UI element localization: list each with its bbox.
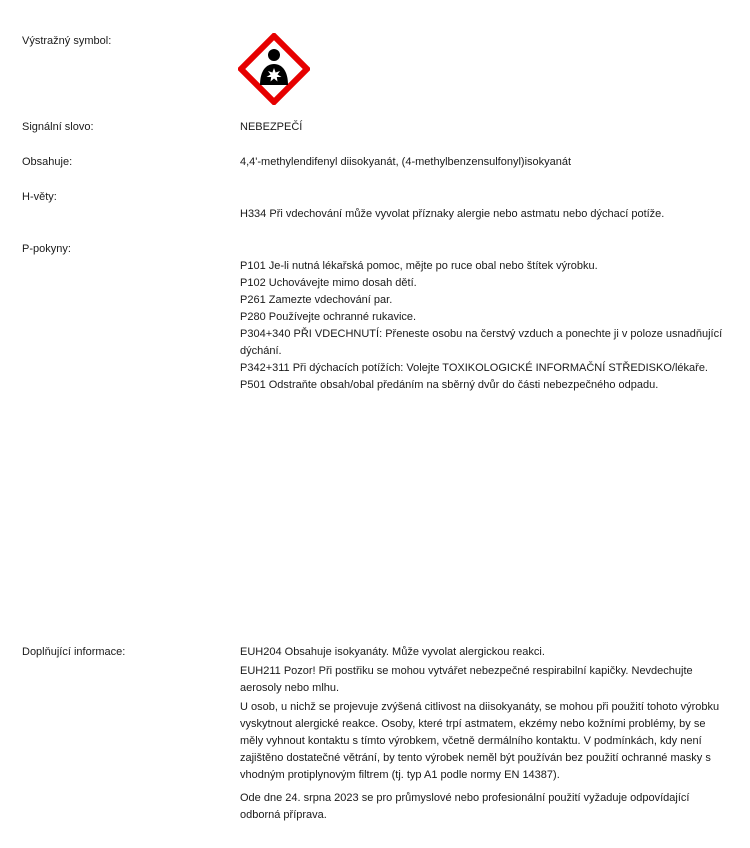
additional-info-item: Ode dne 24. srpna 2023 se pro průmyslové nebo profesionální použití vyžaduje odpovídající odborná příprava. — [240, 792, 690, 821]
additional-info-item: EUH204 Obsahuje isokyanáty. Může vyvolat alergickou reakci. — [240, 646, 545, 658]
p-statements-list — [240, 258, 740, 394]
p-statement: P261 Zamezte vdechování par. — [240, 294, 393, 306]
p-statement: P501 Odstraňte obsah/obal předáním na sběrný dvůr do části nebezpečného odpadu. — [240, 379, 659, 391]
additional-info-list — [240, 644, 730, 826]
h-statements-list — [240, 206, 740, 223]
p-statement: P342+311 Při dýchacích potížích: Volejte TOXIKOLOGICKÉ INFORMAČNÍ STŘEDISKO/lékaře. — [240, 362, 708, 374]
warning-symbol-label: Výstražný symbol: — [22, 35, 112, 47]
additional-info-label: Doplňující informace: — [22, 646, 126, 658]
p-statements-label: P-pokyny: — [22, 243, 71, 255]
additional-info-item: U osob, u nichž se projevuje zvýšená citlivost na diisokyanáty, se mohou při použití tohoto výrobku vyskytnout alergické reakce. Osoby, které trpí astmatem, ekzémy nebo kožními problémy, by se měly vyhnout kontaktu s tímto výrobkem, včetně dermálního kontaktu. V podmínkách, kdy není zajištěno dostatečné větrání, by tento výrobek neměl být používán bez použití ochranné masky s vhodným protiplynovým filtrem (tj. typ A1 podle normy EN 14387). — [240, 701, 720, 781]
additional-info-item: EUH211 Pozor! Při postřiku se mohou vytvářet nebezpečné respirabilní kapičky. Nevdechujte aerosoly nebo mlhu. — [240, 665, 693, 694]
h-statements-label: H-věty: — [22, 191, 57, 203]
signal-word-label: Signální slovo: — [22, 121, 94, 133]
contains-label: Obsahuje: — [22, 156, 73, 168]
p-statement: P280 Používejte ochranné rukavice. — [240, 311, 417, 323]
p-statement: P101 Je-li nutná lékařská pomoc, mějte po ruce obal nebo štítek výrobku. — [240, 260, 598, 272]
p-statement: P102 Uchovávejte mimo dosah dětí. — [240, 277, 417, 289]
contains-value: 4,4'-methylendifenyl diisokyanát, (4-methylbenzensulfonyl)isokyanát — [240, 156, 572, 168]
h-statement: H334 Při vdechování může vyvolat příznaky alergie nebo astmatu nebo dýchací potíže. — [240, 208, 665, 220]
ghs08-health-hazard-icon — [238, 33, 310, 105]
p-statement: P304+340 PŘI VDECHNUTÍ: Přeneste osobu na čerstvý vzduch a ponechte ji v poloze usnadňující dýchání. — [240, 328, 723, 357]
signal-word-value: NEBEZPEČÍ — [240, 121, 303, 133]
